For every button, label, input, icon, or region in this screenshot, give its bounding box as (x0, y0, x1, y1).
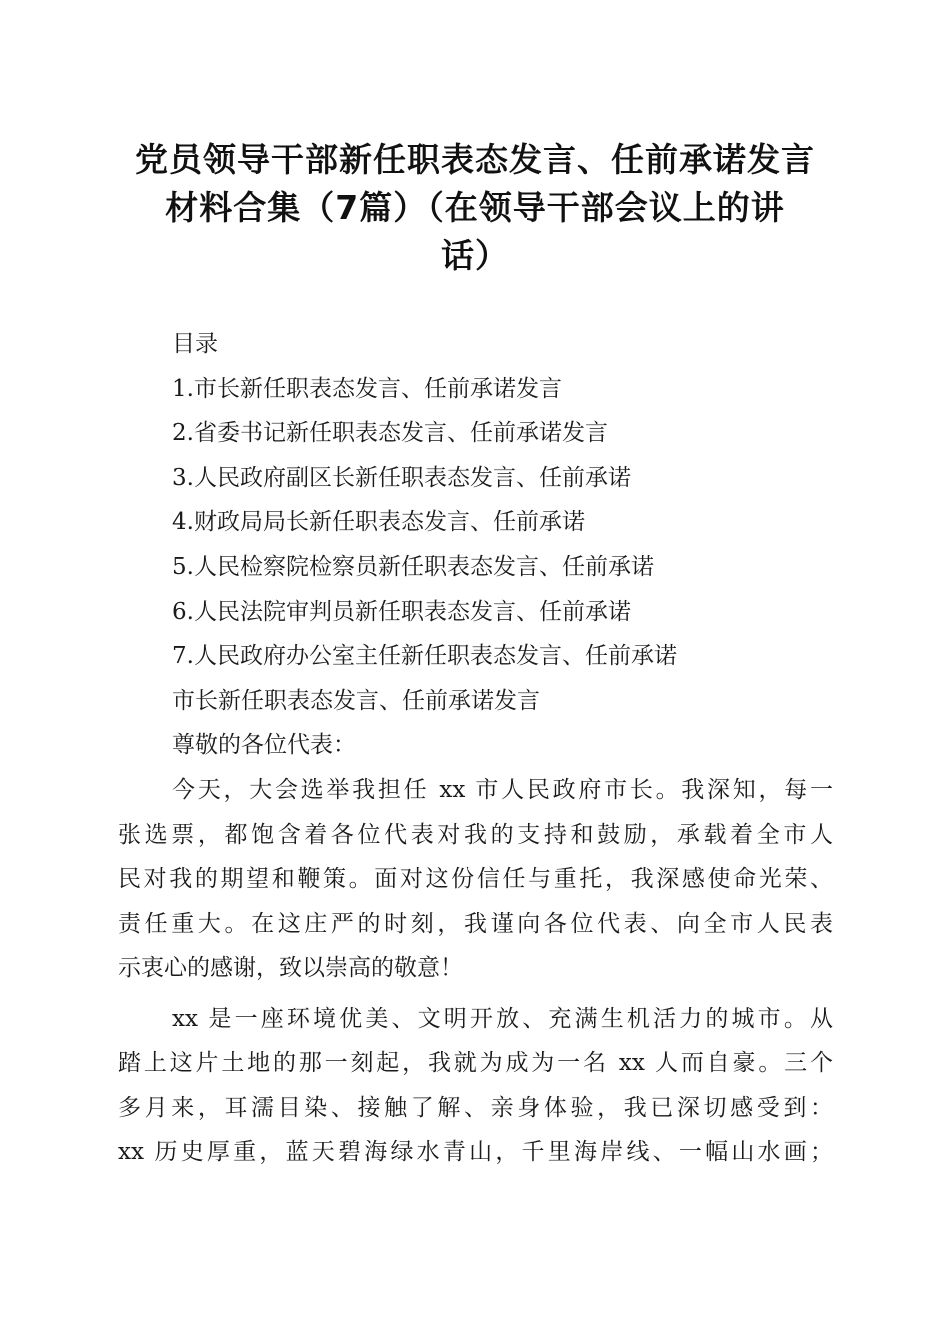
toc-item: 4.财政局局长新任职表态发言、任前承诺 (172, 509, 585, 536)
paragraph-line: 今天，大会选举我担任 xx 市人民政府市长。我深知，每一 (172, 777, 833, 803)
toc-heading: 目录 (172, 331, 218, 357)
title-line: 材料合集（7篇）（在领导干部会议上的讲 (165, 188, 785, 227)
paragraph-line: xx 历史厚重，蓝天碧海绿水青山，千里海岸线、一幅山水画； (118, 1139, 833, 1165)
toc-item: 1.市长新任职表态发言、任前承诺发言 (172, 375, 562, 402)
toc-item: 6.人民法院审判员新任职表态发言、任前承诺 (172, 598, 631, 625)
toc-item: 3.人民政府副区长新任职表态发言、任前承诺 (172, 464, 631, 491)
table-of-contents (172, 322, 872, 768)
paragraph-line: xx 是一座环境优美、文明开放、充满生机活力的城市。从 (172, 1005, 833, 1032)
section-title: 市长新任职表态发言、任前承诺发言 (172, 687, 540, 714)
title-line: 党员领导干部新任职表态发言、任前承诺发言 (135, 140, 815, 179)
speech-body (118, 768, 833, 1181)
title-line: 话） (441, 236, 509, 275)
document-title (100, 136, 850, 280)
toc-item: 5.人民检察院检察员新任职表态发言、任前承诺 (172, 553, 654, 580)
paragraph-line: 踏上这片土地的那一刻起，我就为成为一名 xx 人而自豪。三个 (118, 1050, 833, 1076)
toc-item: 7.人民政府办公室主任新任职表态发言、任前承诺 (172, 643, 677, 670)
paragraph-line: 张选票，都饱含着各位代表对我的支持和鼓励，承载着全市人 (118, 821, 833, 848)
paragraph-line: 民对我的期望和鞭策。面对这份信任与重托，我深感使命光荣、 (118, 866, 833, 892)
paragraph-line: 示衷心的感谢，致以崇高的敬意！ (118, 955, 463, 981)
toc-item: 2.省委书记新任职表态发言、任前承诺发言 (172, 420, 608, 447)
paragraph-line: 多月来，耳濡目染、接触了解、亲身体验，我已深切感受到： (118, 1094, 833, 1121)
paragraph (118, 997, 833, 1175)
paragraph (118, 768, 833, 991)
salutation: 尊敬的各位代表： (172, 732, 356, 759)
paragraph-line: 责任重大。在这庄严的时刻，我谨向各位代表、向全市人民表 (118, 910, 833, 937)
